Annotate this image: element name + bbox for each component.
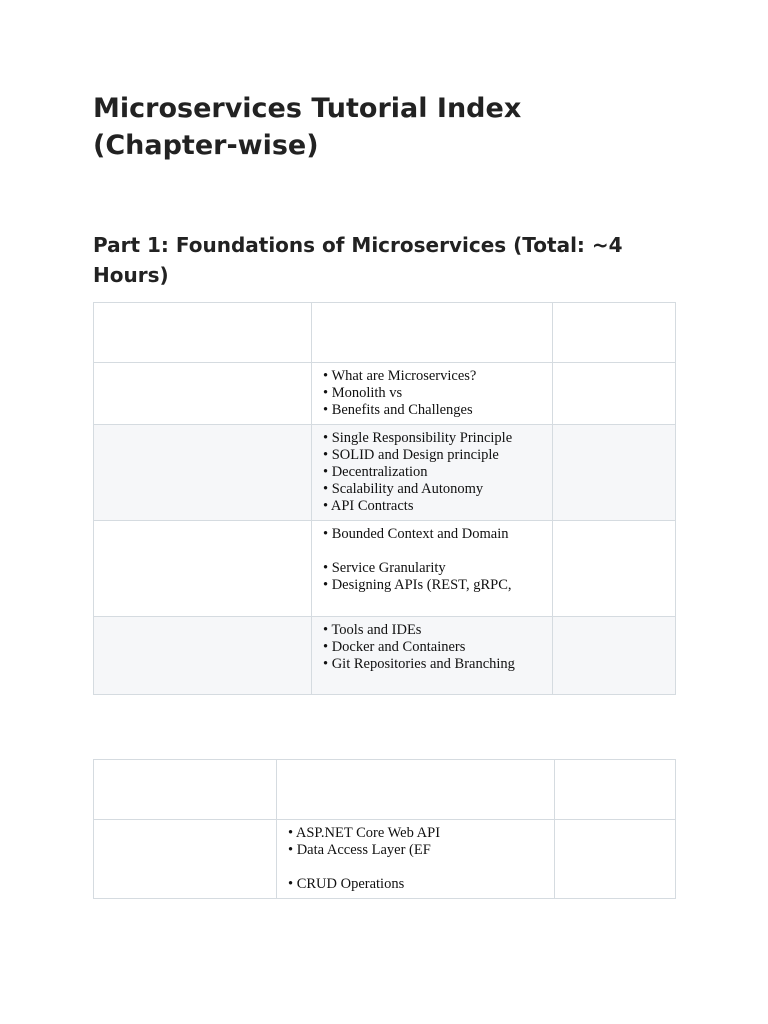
duration-cell	[553, 617, 676, 695]
table-row	[94, 425, 676, 521]
table-row	[94, 303, 676, 363]
topic-item: • Tools and IDEs	[323, 622, 422, 638]
table-row	[94, 617, 676, 695]
topics-cell	[277, 760, 555, 820]
topics-cell	[277, 820, 555, 899]
duration-cell	[553, 425, 676, 521]
chapter-cell	[94, 820, 277, 899]
duration-cell	[553, 303, 676, 363]
table-row	[94, 820, 676, 899]
topics-cell	[312, 617, 553, 695]
topics-cell	[312, 521, 553, 617]
page-title: Microservices Tutorial Index (Chapter-wise)	[93, 93, 522, 161]
part1-heading: Part 1: Foundations of Microservices (Total: ~4 Hours)	[93, 233, 623, 287]
chapter-cell	[94, 760, 277, 820]
chapter-cell	[94, 425, 312, 521]
chapter-cell	[94, 617, 312, 695]
duration-cell	[553, 521, 676, 617]
topic-item: • ASP.NET Core Web API	[288, 825, 441, 841]
topic-item: • Data Access Layer (EF	[288, 842, 431, 858]
topic-item: • Service Granularity	[323, 560, 446, 576]
topic-item: • What are Microservices?	[323, 368, 477, 384]
topic-item: • API Contracts	[323, 498, 414, 514]
topic-item: • Docker and Containers	[323, 639, 466, 655]
table-row	[94, 521, 676, 617]
part2-chapter-table	[93, 759, 676, 899]
table-row	[94, 363, 676, 425]
topics-cell	[312, 303, 553, 363]
topic-item: • SOLID and Design principle	[323, 447, 499, 463]
topic-item: • Bounded Context and Domain	[323, 526, 509, 542]
duration-cell	[555, 760, 676, 820]
topic-item: • Scalability and Autonomy	[323, 481, 484, 497]
topic-item: • Monolith vs	[323, 385, 403, 401]
chapter-cell	[94, 303, 312, 363]
duration-cell	[555, 820, 676, 899]
topic-item: • Decentralization	[323, 464, 428, 480]
part1-chapter-table	[93, 302, 676, 695]
topic-item: • Git Repositories and Branching	[323, 656, 515, 672]
topics-cell	[312, 425, 553, 521]
topic-item: • Benefits and Challenges	[323, 402, 473, 418]
topics-cell	[312, 363, 553, 425]
chapter-cell	[94, 521, 312, 617]
duration-cell	[553, 363, 676, 425]
topic-item: • Single Responsibility Principle	[323, 430, 513, 446]
topic-item: • Designing APIs (REST, gRPC,	[323, 577, 512, 593]
topic-item: • CRUD Operations	[288, 876, 405, 892]
chapter-cell	[94, 363, 312, 425]
table-row	[94, 760, 676, 820]
